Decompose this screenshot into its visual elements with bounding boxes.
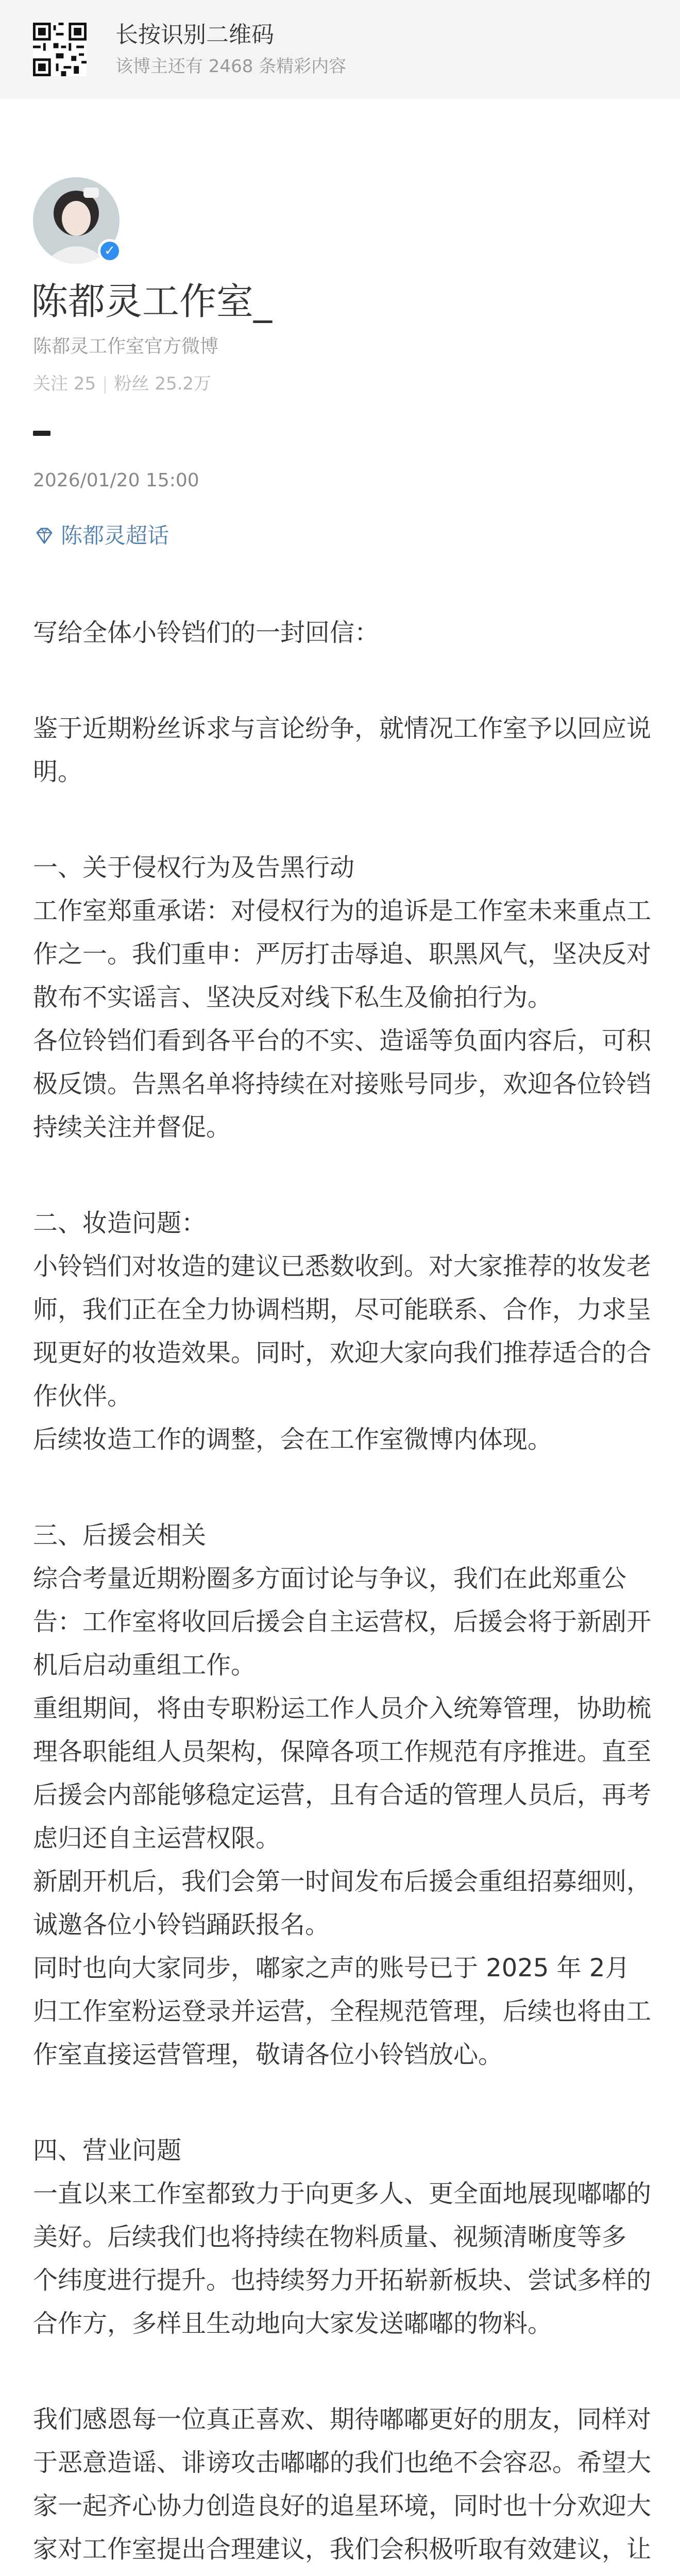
divider-dash [33, 431, 50, 436]
paragraph: 小铃铛们对妆造的建议已悉数收到。对大家推荐的妆发老师，我们正在全力协调档期，尽可能联系、合作，力求呈现更好的妆造效果。同时，欢迎大家向我们推荐适合的合作伙伴。 [33, 1252, 652, 1411]
paragraph: 同时也向大家同步，嘟家之声的账号已于 2025 年 2月归工作室粉运登录并运营，全程规范管理，后续也将由工作室直接运营管理，敬请各位小铃铛放心。 [33, 1954, 652, 2069]
profile-description: 陈都灵工作室官方微博 [33, 336, 219, 357]
paragraph: 综合考量近期粉圈多方面讨论与争议，我们在此郑重公告：工作室将收回后援会自主运营权，后援会将于新剧开机后启动重组工作。 [33, 1564, 652, 1680]
section-heading: 三、后援会相关 [33, 1521, 207, 1550]
banner-subtitle: 该博主还有 2468 条精彩内容 [115, 56, 347, 77]
paragraph: 鉴于近期粉丝诉求与言论纷争，就情况工作室予以回应说明。 [33, 714, 652, 786]
paragraph: 我们感恩每一位真正喜欢、期待嘟嘟更好的朋友，同样对于恶意造谣、诽谤攻击嘟嘟的我们也绝不会容忍。希望大家一起齐心协力创造良好的追星环境，同时也十分欢迎大家对工作室提出合理建议，我们会积极听取有效建议，让 [33, 2405, 652, 2564]
post-date: 2026/01/20 15:00 [33, 470, 199, 491]
qr-code-icon[interactable] [33, 23, 87, 76]
fans-count[interactable]: 粉丝 25.2万 [114, 374, 212, 394]
banner-title: 长按识别二维码 [115, 22, 274, 48]
paragraph [33, 2172, 651, 2345]
section-heading: 二、妆造问题： [33, 1209, 207, 1238]
stats-separator: | [102, 374, 108, 394]
topic-label: 陈都灵超话 [61, 523, 169, 548]
diamond-icon [33, 524, 56, 547]
qr-banner[interactable] [0, 0, 680, 99]
paragraph: 写给全体小铃铛们的一封回信： [33, 618, 380, 647]
paragraph-part: 在物料质量、视频清晰度等多个纬度进行提升。也持续努力开拓崭新板块、尝试多样的合作方，多样且生动地向大家发送嘟嘟的物料。 [33, 2223, 652, 2338]
profile-stats [33, 371, 211, 397]
paragraph: 重组期间，将由专职粉运工作人员介入统筹管理，协助梳理各职能组人员架构，保障各项工作规范有序推进。直至后援会内部能够稳定运营，且有合适的管理人员后，再考虑归还自主运营权限。 [33, 1694, 652, 1853]
topic-link[interactable] [33, 520, 169, 551]
profile-name[interactable]: 陈都灵工作室_ [31, 280, 273, 323]
paragraph-part: 一直以来工作室都致力于向更多人、更全面地展现嘟嘟的美好。后续我们也将持续 [33, 2179, 652, 2251]
paragraph: 新剧开机后，我们会第一时间发布后援会重组招募细则，诚邀各位小铃铛踊跃报名。 [33, 1867, 652, 1939]
paragraph: 后续妆造工作的调整，会在工作室微博内体现。 [33, 1425, 553, 1454]
post-body [33, 611, 651, 2576]
follow-count[interactable]: 关注 25 [33, 374, 96, 394]
section-heading: 一、关于侵权行为及告黑行动 [33, 853, 355, 882]
section-heading: 四、营业问题 [33, 2136, 182, 2165]
verified-badge-icon: ✓ [98, 239, 122, 263]
paragraph: 各位铃铛们看到各平台的不实、造谣等负面内容后，可积极反馈。告黑名单将持续在对接账号同步，欢迎各位铃铛持续关注并督促。 [33, 1026, 652, 1142]
paragraph: 工作室郑重承诺：对侵权行为的追诉是工作室未来重点工作之一。我们重申：严厉打击辱追、职黑风气，坚决反对散布不实谣言、坚决反对线下私生及偷拍行为。 [33, 896, 652, 1012]
